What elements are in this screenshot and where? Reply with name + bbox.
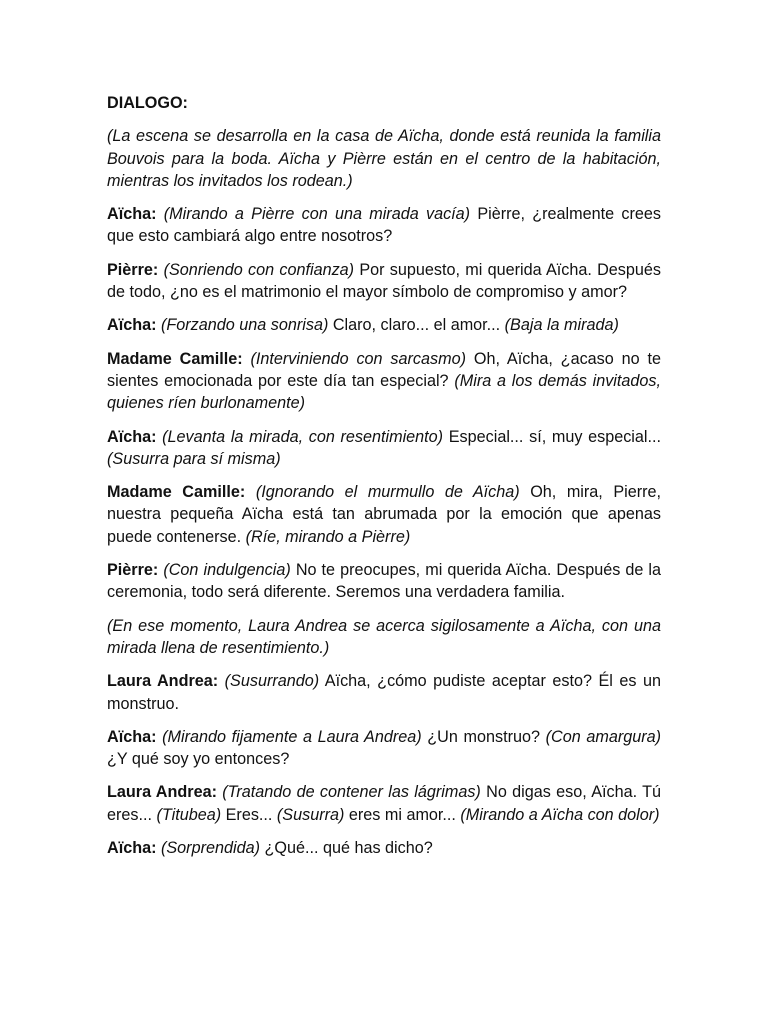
speaker-name: Laura Andrea: <box>107 783 217 802</box>
speaker-name: Laura Andrea: <box>107 672 219 691</box>
spoken-line: Por supuesto, mi querida Aïcha. Después de todo, ¿no es el matrimonio el mayor símbolo de compromiso y amor? <box>107 260 661 302</box>
stage-direction: (Susurra) <box>276 805 345 824</box>
spoken-line: No te preocupes, mi querida Aïcha. Después de la ceremonia, todo será diferente. Seremos una verdadera familia. <box>107 561 661 602</box>
stage-direction: (Titubea) <box>156 805 222 824</box>
document-page <box>107 92 661 870</box>
stage-direction: (Sonriendo con confianza) <box>163 260 355 279</box>
stage-direction: (Forzando una sonrisa) <box>160 316 329 335</box>
spoken-line: Aïcha, ¿cómo pudiste aceptar esto? Él es un monstruo. <box>107 672 661 713</box>
stage-direction: (En ese momento, Laura Andrea se acerca sigilosamente a Aïcha, con una mirada llena de resentimiento.) <box>107 616 661 657</box>
speaker-name: Madame Camille: <box>107 483 246 502</box>
dialogue-paragraph <box>107 837 661 859</box>
speaker-name: Aïcha: <box>107 427 157 446</box>
stage-direction: (Mira a los demás invitados, quienes ríen burlonamente) <box>107 371 661 413</box>
spoken-line: eres mi amor... <box>348 805 456 824</box>
dialogue-paragraph <box>107 726 661 771</box>
dialogue-paragraph <box>107 481 661 548</box>
stage-direction: (Mirando fijamente a Laura Andrea) <box>162 727 422 746</box>
stage-direction: (Ríe, mirando a Pièrre) <box>245 527 411 546</box>
stage-direction: (Susurrando) <box>224 672 320 691</box>
stage-direction: (Levanta la mirada, con resentimiento) <box>162 427 444 446</box>
stage-direction: (Ignorando el murmullo de Aïcha) <box>255 483 520 502</box>
stage-direction: (Mirando a Pièrre con una mirada vacía) <box>163 205 471 224</box>
dialogue-body <box>107 125 661 859</box>
spoken-line: ¿Un monstruo? <box>427 727 540 746</box>
stage-direction: (La escena se desarrolla en la casa de Aïcha, donde está reunida la familia Bouvois para la boda. Aïcha y Pièrre están en el centro de la habitación, mientras los invitados los rodean.) <box>107 127 661 190</box>
stage-direction: (Mirando a Aïcha con dolor) <box>460 805 660 824</box>
document-heading: DIALOGO: <box>107 94 188 112</box>
speaker-name: Pièrre: <box>107 561 159 580</box>
speaker-name: Pièrre: <box>107 260 159 279</box>
speaker-name: Aïcha: <box>107 316 157 335</box>
speaker-name: Madame Camille: <box>107 349 243 368</box>
dialogue-paragraph <box>107 314 661 336</box>
dialogue-paragraph <box>107 348 661 415</box>
stage-direction: (Interviniendo con sarcasmo) <box>250 349 466 368</box>
stage-direction: (Baja la mirada) <box>504 316 619 335</box>
dialogue-paragraph <box>107 125 661 192</box>
speaker-name: Aïcha: <box>107 727 157 746</box>
dialogue-paragraph <box>107 559 661 604</box>
spoken-line: No digas eso, Aïcha. Tú eres... <box>107 783 662 824</box>
stage-direction: (Con amargura) <box>545 727 662 746</box>
speaker-name: Aïcha: <box>107 205 157 224</box>
dialogue-paragraph <box>107 203 661 248</box>
stage-direction: (Con indulgencia) <box>163 561 291 580</box>
dialogue-paragraph <box>107 426 661 471</box>
dialogue-paragraph <box>107 670 661 715</box>
stage-direction: (Susurra para sí misma) <box>107 449 281 468</box>
dialogue-paragraph <box>107 781 661 826</box>
stage-direction: (Tratando de contener las lágrimas) <box>222 783 481 802</box>
speaker-name: Aïcha: <box>107 839 157 858</box>
spoken-line: Claro, claro... el amor... <box>332 316 501 335</box>
spoken-line: Oh, mira, Pierre, nuestra pequeña Aïcha está tan abrumada por la emoción que apenas puede contenerse. <box>107 483 662 546</box>
stage-direction: (Sorprendida) <box>160 839 260 858</box>
dialogue-paragraph <box>107 259 661 304</box>
spoken-line: ¿Qué... qué has dicho? <box>264 839 433 858</box>
spoken-line: ¿Y qué soy yo entonces? <box>107 750 290 769</box>
spoken-line: Oh, Aïcha, ¿acaso no te sientes emocionada por este día tan especial? <box>107 349 662 390</box>
spoken-line: Pièrre, ¿realmente crees que esto cambiará algo entre nosotros? <box>107 205 661 246</box>
dialogue-paragraph <box>107 615 661 660</box>
spoken-line: Eres... <box>225 805 273 824</box>
spoken-line: Especial... sí, muy especial... <box>448 427 661 446</box>
